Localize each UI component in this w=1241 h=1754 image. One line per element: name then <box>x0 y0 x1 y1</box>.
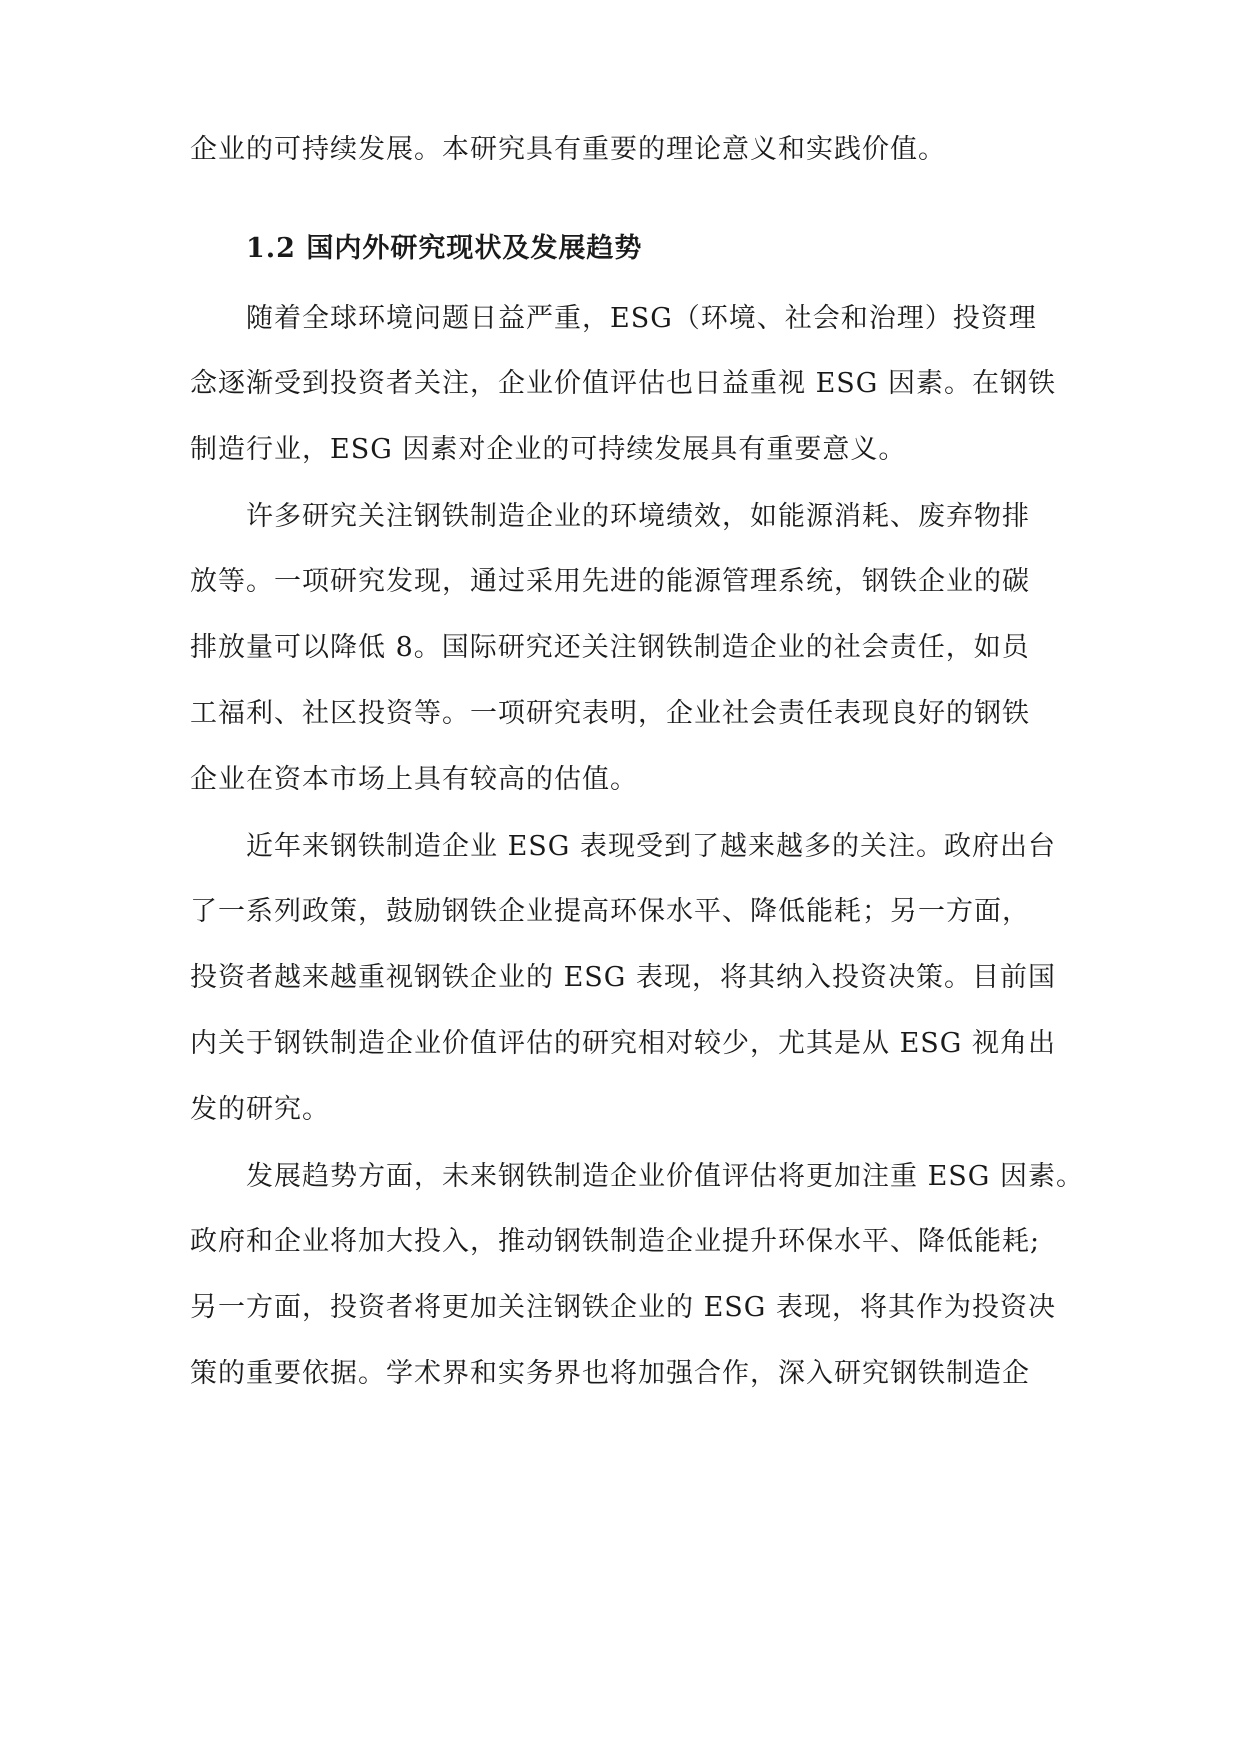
paragraph-3-line-1: 近年来钢铁制造企业 ESG 表现受到了越来越多的关注。政府出台 <box>246 831 1056 862</box>
paragraph-1-line-1: 随着全球环境问题日益严重，ESG（环境、社会和治理）投资理 <box>246 303 1037 334</box>
paragraph-2-line-4: 工福利、社区投资等。一项研究表明，企业社会责任表现良好的钢铁 <box>190 698 1030 729</box>
paragraph-4-line-1: 发展趋势方面，未来钢铁制造企业价值评估将更加注重 ESG 因素。 <box>246 1161 1084 1192</box>
paragraph-3-line-4: 内关于钢铁制造企业价值评估的研究相对较少，尤其是从 ESG 视角出 <box>190 1028 1056 1059</box>
paragraph-4-line-3: 另一方面，投资者将更加关注钢铁企业的 ESG 表现，将其作为投资决 <box>190 1292 1056 1323</box>
paragraph-4-line-4: 策的重要依据。学术界和实务界也将加强合作，深入研究钢铁制造企 <box>190 1358 1030 1389</box>
paragraph-4-line-2: 政府和企业将加大投入，推动钢铁制造企业提升环保水平、降低能耗; <box>190 1226 1041 1257</box>
paragraph-1-line-2: 念逐渐受到投资者关注，企业价值评估也日益重视 ESG 因素。在钢铁 <box>190 368 1056 399</box>
paragraph-2-line-2: 放等。一项研究发现，通过采用先进的能源管理系统，钢铁企业的碳 <box>190 566 1030 597</box>
paragraph-2-line-5: 企业在资本市场上具有较高的估值。 <box>190 764 638 795</box>
section-heading: 1.2 国内外研究现状及发展趋势 <box>246 233 643 264</box>
paragraph-3-line-3: 投资者越来越重视钢铁企业的 ESG 表现，将其纳入投资决策。目前国 <box>190 962 1056 993</box>
text-line-1: 企业的可持续发展。本研究具有重要的理论意义和实践价值。 <box>190 134 946 165</box>
paragraph-1-line-3: 制造行业，ESG 因素对企业的可持续发展具有重要意义。 <box>190 434 907 465</box>
paragraph-2-line-3: 排放量可以降低 8。国际研究还关注钢铁制造企业的社会责任，如员 <box>190 632 1030 663</box>
paragraph-2-line-1: 许多研究关注钢铁制造企业的环境绩效，如能源消耗、废弃物排 <box>246 501 1030 532</box>
paragraph-3-line-2: 了一系列政策，鼓励钢铁企业提高环保水平、降低能耗；另一方面， <box>190 896 1030 927</box>
paragraph-3-line-5: 发的研究。 <box>190 1094 330 1125</box>
